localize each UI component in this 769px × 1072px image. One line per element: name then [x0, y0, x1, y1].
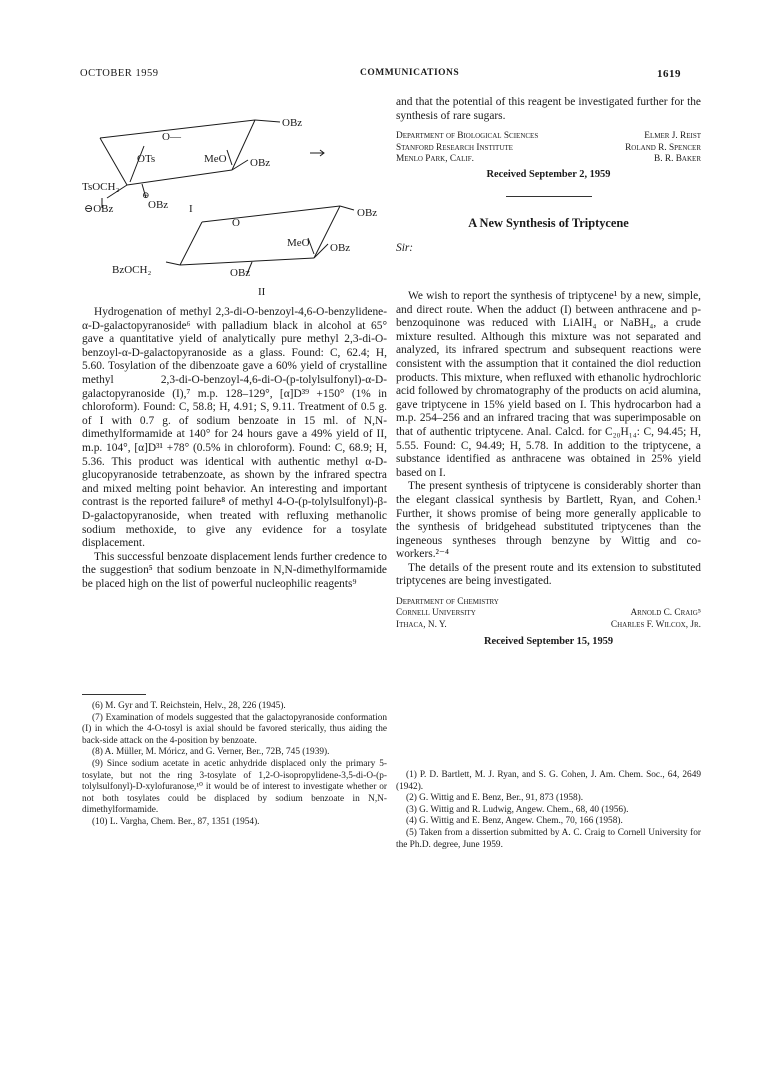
ring-oxygen: O— — [162, 131, 181, 143]
structure-figure — [82, 110, 382, 302]
affiliation-row — [396, 620, 701, 631]
bzoch2-label: BzOCH₂ — [112, 264, 152, 276]
department: Department of Biological Sciences — [396, 131, 539, 142]
obz-label: OBz — [230, 267, 251, 279]
department: Department of Chemistry — [396, 597, 499, 608]
institution: Stanford Research Institute — [396, 142, 513, 153]
meo-label: MeO — [287, 237, 310, 249]
running-header-section: COMMUNICATIONS — [360, 68, 460, 78]
affiliation-row — [396, 143, 701, 154]
obz-label: OBz — [148, 199, 169, 211]
footnote: (7) Examination of models suggested that the galactopyranoside conformation (I) in which the 4-O-tosyl is axial should be favored sterically, thus aiding the back-side attack on the 4-position by benzoate. — [82, 712, 387, 746]
obz-label: OBz — [330, 242, 351, 254]
footnote: (8) A. Müller, M. Móricz, and G. Verner, Ber., 72B, 745 (1939). — [92, 747, 330, 758]
salutation: Sir: — [396, 242, 414, 255]
body-paragraph: This successful benzoate displacement lends further credence to the suggestion⁵ that sodium benzoate in N,N-dimethylformamide be placed high on the list of powerful nucleophilic reagents⁹ — [82, 550, 387, 590]
article-separator — [506, 196, 592, 197]
location: Ithaca, N. Y. — [396, 619, 447, 630]
right-footnotes — [396, 770, 701, 851]
left-footnotes — [82, 694, 387, 829]
bond — [100, 138, 127, 185]
footnote: (4) G. Wittig and E. Benz, Angew. Chem., 70, 166 (1958). — [406, 816, 623, 827]
received-date: Received September 2, 1959 — [486, 169, 611, 181]
right-column-top — [396, 96, 701, 254]
left-column — [82, 306, 387, 591]
footnote: (1) P. D. Bartlett, M. J. Ryan, and S. G. Cohen, J. Am. Chem. Soc., 64, 2649 (1942). — [396, 770, 701, 792]
running-header-date: OCTOBER 1959 — [80, 68, 159, 79]
body-paragraph: The details of the present route and its extension to substituted triptycenes are being investigated. — [396, 561, 701, 588]
author: Roland R. Spencer — [625, 142, 701, 153]
institution: Cornell University — [396, 608, 476, 619]
footnote: (5) Taken from a dissertion submitted by A. C. Craig to Cornell University for the Ph.D. degree, June 1959. — [396, 827, 701, 850]
structure-ii — [166, 206, 354, 274]
tsoch2-label: TsOCH₂ — [82, 181, 120, 193]
received-date: Received September 15, 1959 — [483, 636, 614, 648]
author: Arnold C. Craig⁵ — [630, 608, 701, 619]
body-paragraph: The present synthesis of triptycene is considerably shorter than the elegant classical synthesis by Bartlett, Ryan, and Cohen.¹ Further, it shows promise of being more generally applicable to the synthesis of bridgehead substituted triptycenes than the ingeneous syntheses through benzyne by Wittig and co-workers.²⁻⁴ — [396, 480, 701, 561]
bond — [314, 244, 328, 258]
obz-label: OBz — [250, 157, 271, 169]
author: Elmer J. Reist — [644, 131, 701, 142]
minus-charge: ⊖ — [142, 190, 150, 200]
compound-label-i: I — [189, 203, 193, 215]
author: B. R. Baker — [654, 154, 701, 164]
body-paragraph: We wish to report the synthesis of triptycene¹ by a new, simple, and direct route. When the adduct (I) between anthracene and p-benzoquinone was reduced with LiAlH₄ or NaBH₄, a crude mixture resulted. Although this mixture was not separated and analyzed, its infrared spectrum and subsequent reactions were consistent with the assumption that it contained the diol reduction products. This mixture, when refluxed with ethanolic hydrochloric acid followed by chromatography of the products on acid alumina, gave triptycene in 15% yield based on I. This hydrocarbon had a m.p. 254–256 and an infrared tracing that was superimposable on that of authentic triptycene. Anal. Calcd. for C₂₀H₁₄: C, 94.45; H, 5.55. Found: C, 94.49; H, 5.78. In addition to the triptycene, a substance identified as anthracene was obtained in 25% yield based on I. — [396, 290, 701, 479]
bond — [180, 258, 314, 265]
ring-oxygen: O — [232, 217, 240, 229]
body-paragraph: and that the potential of this reagent be investigated further for the synthesis of rare sugars. — [396, 96, 701, 122]
bond — [255, 120, 280, 122]
compound-label-ii: II — [258, 286, 266, 298]
page-number: 1619 — [657, 68, 681, 80]
affiliation-block — [396, 131, 701, 165]
footnote: (6) M. Gyr and T. Reichstein, Helv., 28, 226 (1945). — [92, 701, 286, 711]
bond — [202, 206, 340, 222]
affiliation-row — [396, 131, 701, 142]
footnote: (10) L. Vargha, Chem. Ber., 87, 1351 (1954). — [92, 816, 260, 827]
bond — [166, 262, 180, 265]
affiliation-row — [396, 608, 701, 619]
author: Charles F. Wilcox, Jr. — [610, 619, 701, 630]
obz-label: OBz — [282, 117, 303, 129]
right-column-body — [396, 290, 701, 647]
bond — [127, 170, 232, 185]
footnote: (9) Since sodium acetate in acetic anhydride displaced only the primary 5-tosylate, but not the ring 3-tosylate of 1,2-O-isopropylidene-3,5-di-O-(p-tolylsulfonyl)-D-xylofuranose,¹⁰ it would be of interest to investigate whether or not both tosylates could be displaced by sodium benzoate in N,N-dimethylformamide. — [82, 758, 387, 816]
article-title: A New Synthesis of Triptycene — [468, 216, 629, 231]
footnote-rule — [82, 694, 146, 695]
body-paragraph: Hydrogenation of methyl 2,3-di-O-benzoyl-4,6-O-benzylidene-α-D-galactopyranoside⁶ with palladium black in alcohol at 65° gave a quantitative yield of analytically pure methyl 2,3-di-O-benzoyl-α-D-galactopyranoside as a glass. Found: C, 62.4; H, 5.60. Tosylation of the dibenzoate gave a 60% yield of crystalline methyl 2,3-di-O-benzoyl-4,6-di-O-(p-tolylsulfonyl)-α-D-galactopyranoside (I),⁷ m.p. 128–129°, [α]D³⁹ +150° (1% in chloroform). Found: C, 58.8; H, 4.91; S, 9.11. Treatment of 0.5 g. of I with 0.7 g. of sodium benzoate in 15 ml. of N,N-dimethylformamide at 140° for 24 hours gave a 49% yield of II, m.p. 104°, [α]D³¹ +78° (0.5% in chloroform). Found: C, 68.9; H, 5.36. This product was identical with authentic methyl α-D-glucopyranoside tetrabenzoate, as shown by the infrared spectra and mixed melting point behavior. An interesting and important contrast is the reported failure⁸ of methyl 4-O-(p-tolylsulfonyl)-β-D-galactopyranoside, when treated with refluxing methanolic sodium methoxide, to give any evidence for a tosylate displacement. — [82, 306, 387, 550]
obz-label: OBz — [357, 207, 378, 219]
bond — [340, 206, 354, 210]
bond — [180, 222, 202, 265]
location: Menlo Park, Calif. — [396, 154, 474, 164]
footnote: (3) G. Wittig and R. Ludwig, Angew. Chem., 68, 40 (1956). — [406, 804, 629, 815]
meo-label: MeO — [204, 153, 227, 165]
affiliation-block — [396, 597, 701, 631]
footnote: (2) G. Wittig and E. Benz, Ber., 91, 873 (1958). — [406, 793, 584, 804]
obz-anion-label: ⊖OBz — [84, 203, 114, 215]
bond — [227, 150, 232, 165]
affiliation-row — [396, 154, 701, 165]
ots-label: OTs — [137, 153, 156, 165]
affiliation-row — [396, 597, 701, 608]
